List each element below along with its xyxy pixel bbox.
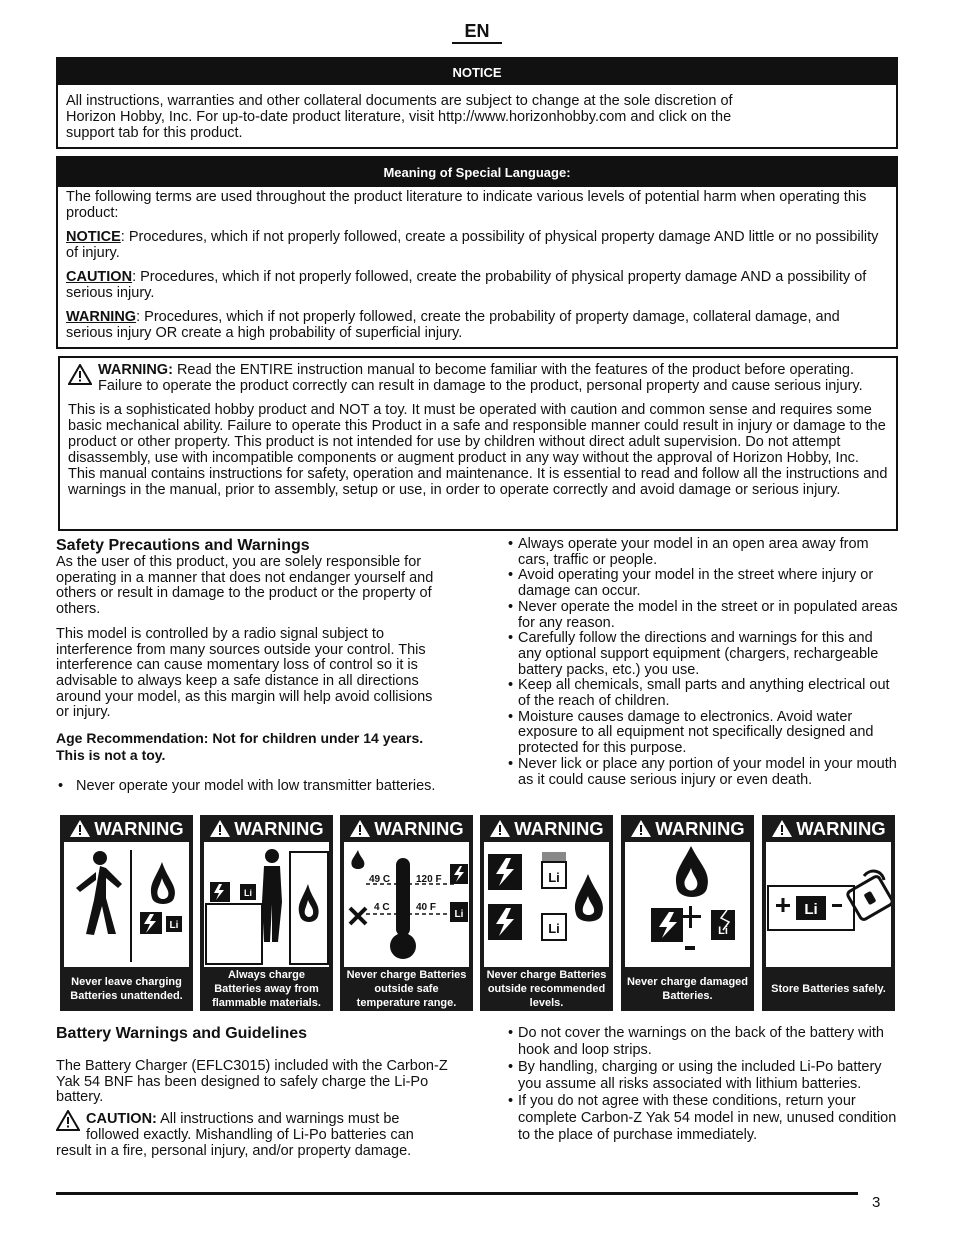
battery-right-column [506,1025,900,1144]
list-item: • Always operate your model in an open area away from cars, traffic or people. [506,537,900,568]
warning-panel-title: WARNING [374,817,464,839]
battery-paragraph-1: The Battery Charger (EFLC3015) included with the Carbon-Z Yak 54 BNF has been designed to safely charge the Li-Po battery. [56,1058,448,1106]
li-label: Li [804,901,818,918]
warning-panel-header [200,815,333,841]
battery-caution-term: CAUTION: [86,1111,157,1128]
temp-high-c: 49 C [369,874,391,885]
list-item: • Keep all chemicals, small parts and anything electrical out of the reach of children. [506,678,900,709]
safety-right-column [506,537,900,788]
caution-term: CAUTION [66,269,133,285]
warning-triangle-icon [349,819,371,838]
warning-panel-damaged [621,815,754,1011]
damaged-battery-icon [625,842,750,967]
warning-panel-caption: Store Batteries safely. [771,983,886,995]
safety-paragraph-1: As the user of this product, you are solely responsible for operating in a manner that does not endanger yourself and others or result in damage to the product or the property of others. [56,554,434,618]
person-walking-away-fire-icon [64,842,189,967]
warning-panel-temperature [340,815,473,1011]
li-label: Li [718,925,728,937]
safety-left-bullets [56,779,448,795]
warning-panel-title: WARNING [94,817,184,839]
warning-panel-store [762,815,895,1011]
notice-heading: NOTICE [58,59,896,85]
notice-definition-text: : Procedures, which if not properly followed, create a possibility of physical property damage AND little or no possibility of injury. [66,229,879,261]
warning-panel-unattended [60,815,193,1011]
notice-line-2: Horizon Hobby, Inc. For up-to-date product literature, visit http://www.horizonhobby.com and click on the [66,109,732,125]
warning-panel-header [621,815,754,841]
li-label: Li [548,921,560,936]
battery-caution-text: All instructions and warnings must be followed exactly. Mishandling of Li-Po batteries can result in a fire, personal injury, and/or property damage. [56,1111,414,1159]
caution-definition [66,269,888,301]
warning-panel-caption: Never charge Batteries outside recommended levels. [486,969,607,1009]
warning-definition-text: : Procedures, which if not properly followed, create the probability of property damage, collateral damage, and serious injury OR create a high probability of superficial injury. [66,309,840,341]
notice-line-3: support tab for this product. [66,125,243,141]
temp-low-f: 40 F [416,902,437,913]
safety-left-column [56,537,448,795]
list-item: • Never operate your model with low transmitter batteries. [56,779,448,795]
safety-heading: Safety Precautions and Warnings [56,537,310,554]
battery-heading: Battery Warnings and Guidelines [56,1025,308,1042]
battery-lock-icon [766,842,891,967]
warning-panel-header [762,815,895,841]
warning-triangle-icon [209,819,231,838]
warning-panel-header [480,815,613,841]
notice-text [58,85,896,141]
list-item: • Never operate the model in the street or in populated areas for any reason. [506,600,900,631]
temp-high-f: 120 F [416,874,442,885]
list-item: • Avoid operating your model in the street where injury or damage can occur. [506,568,900,599]
language-tag: EN [452,20,502,44]
list-item: • Moisture causes damage to electronics. Avoid water exposure to all equipment not specifically designed and protected for this purpose. [506,710,900,757]
list-item: • Do not cover the warnings on the back of the battery with hook and loop strips. [506,1025,900,1059]
warning-triangle-icon [69,819,91,838]
warning-panel-header [60,815,193,841]
warning-triangle-icon [630,819,652,838]
li-label: Li [169,920,179,931]
warning-box-term: WARNING: [98,362,173,378]
warning-panel-caption: Always charge Batteries away from flammable materials. [212,969,321,1009]
list-item: • By handling, charging or using the included Li-Po battery you assume all risks associated with lithium batteries. [506,1059,900,1093]
warning-triangle-icon [771,819,793,838]
list-item: • If you do not agree with these conditions, return your complete Carbon-Z Yak 54 model in new, unused condition to the place of purchase immediately. [506,1093,900,1144]
warning-paragraph-2: This is a sophisticated hobby product and NOT a toy. It must be operated with caution and common sense and requires some basic mechanical ability. Failure to operate this Product in a safe and responsible manner could result in injury or damage to the product or other property. This product is not intended for use by children without direct adult supervision. Do not attempt disassembly, use with incompatible components or augment product in any way without the approval of Horizon Hobby, Inc. This manual contains instructions for safety, operation and maintenance. It is essential to read and follow all the instructions and warnings in the manual, prior to assembly, setup or use, in order to operate correctly and avoid damage or serious injury. [68,402,888,498]
special-language-heading: Meaning of Special Language: [58,158,896,187]
person-fire-icon [204,842,329,967]
warning-box-text-1: Read the ENTIRE instruction manual to become familiar with the features of the product before operating. Failure to operate the product correctly can result in damage to the product, personal property and cause serious injury. [98,362,863,394]
li-label: Li [244,888,252,898]
special-language-box [56,156,898,349]
warning-panel-levels [480,815,613,1011]
list-item: • Carefully follow the directions and warnings for this and any optional support equipment (chargers, rechargeable battery packs, etc.) you use. [506,631,900,678]
warning-panel-title: WARNING [234,817,324,839]
warning-triangle-icon [489,819,511,838]
warning-panel-title: WARNING [655,817,745,839]
caution-triangle-icon [56,1110,80,1136]
warning-panel-title: WARNING [514,817,604,839]
age-recommendation: Age Recommendation: Not for children under 14 years. This is not a toy. [56,730,424,764]
warning-box-body [60,358,896,498]
warning-panel-header [340,815,473,841]
notice-line-1: All instructions, warranties and other collateral documents are subject to change at the sole discretion of [66,93,733,109]
footer-rule [56,1192,858,1195]
battery-caution [56,1112,448,1159]
battery-left-column [56,1025,448,1168]
li-label: Li [454,909,464,920]
warning-box [58,356,898,531]
thermometer-icon [344,842,469,967]
warning-definition [66,309,888,341]
notice-box [56,57,898,149]
warning-panel-caption: Never charge damaged Batteries. [626,976,749,1002]
list-item: • Never lick or place any portion of your model in your mouth as it could cause serious injury or even death. [506,757,900,788]
special-language-body [58,187,896,341]
caution-definition-text: : Procedures, which if not properly followed, create the probability of physical property damage AND a possibility of serious injury. [66,269,867,301]
warning-triangle-icon [68,364,92,389]
notice-term: NOTICE [66,229,121,245]
warning-panel-flammable [200,815,333,1011]
safety-paragraph-2: This model is controlled by a radio signal subject to interference from many sources outside your control. This interference can cause momentary loss of control so it is advisable to always keep a safe distance in all directions around your model, as this margin will help avoid collisions or injury. [56,625,433,721]
warning-panel-title: WARNING [796,817,886,839]
warning-paragraph-1 [68,362,888,394]
battery-right-bullets [506,1025,900,1144]
temp-low-c: 4 C [374,902,390,913]
warning-term: WARNING [66,309,137,325]
safety-right-bullets [506,537,900,788]
battery-overcharge-icon [484,842,609,967]
notice-definition [66,229,888,261]
special-language-intro: The following terms are used throughout the product literature to indicate various levels of potential harm when operating this product: [66,189,867,221]
warning-panel-caption: Never leave charging Batteries unattended. [70,976,183,1002]
page-number: 3 [872,1194,881,1211]
warning-panel-caption: Never charge Batteries outside safe temperature range. [346,969,467,1009]
li-label: Li [548,870,560,885]
